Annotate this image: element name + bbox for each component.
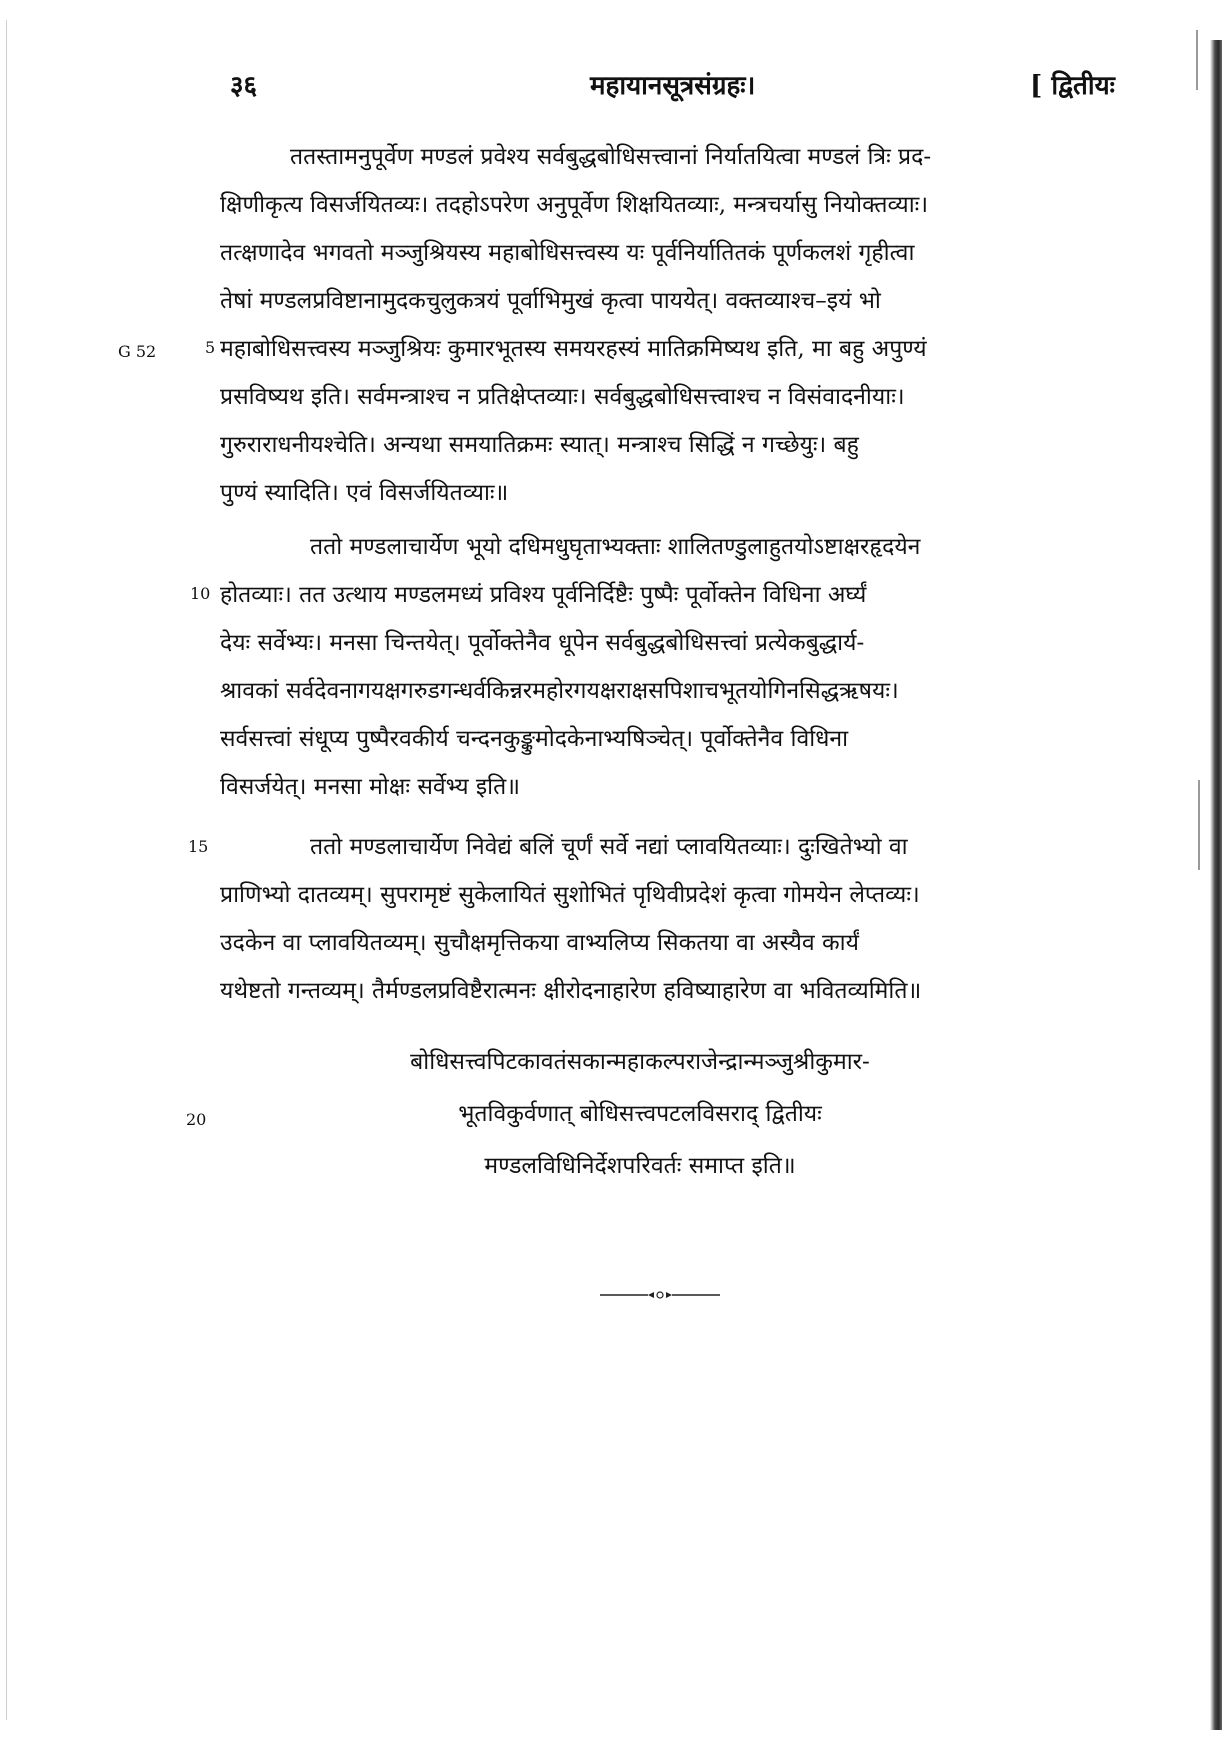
line-number-20: 20	[186, 1110, 207, 1129]
line-number-5: 5	[205, 338, 216, 357]
ornamental-divider	[600, 1290, 720, 1300]
text-line: विसर्जयेत्। मनसा मोक्षः सर्वेभ्य इति॥	[220, 774, 521, 800]
text-line: प्रसविष्यथ इति। सर्वमन्त्राश्च न प्रतिक्षेप्तव्याः। सर्वबुद्धबोधिसत्त्वाश्च न विसंवादनीयाः।	[220, 384, 905, 410]
text-line: ततो मण्डलाचार्येण निवेद्यं बलिं चूर्णं सर्वे नद्यां प्लावयितव्याः। दुःखितेभ्यो वा	[310, 834, 908, 860]
text-line: गुरुराराधनीयश्चेति। अन्यथा समयातिक्रमः स्यात्। मन्त्राश्च सिद्धिं न गच्छेयुः। बहु	[220, 432, 859, 458]
page-edge-left	[6, 20, 7, 1720]
text-line: ततस्तामनुपूर्वेण मण्डलं प्रवेश्य सर्वबुद्धबोधिसत्त्वानां निर्यातयित्वा मण्डलं त्रिः प्रद-	[290, 144, 932, 170]
line-number-15: 15	[188, 837, 209, 856]
text-line: देयः सर्वेभ्यः। मनसा चिन्तयेत्। पूर्वोक्तेनैव धूपेन सर्वबुद्धबोधिसत्त्वां प्रत्येकबुद्धार्य-	[220, 630, 865, 656]
running-title: महायानसूत्रसंग्रहः।	[590, 71, 756, 101]
text-line: तेषां मण्डलप्रविष्टानामुदकचुलुकत्रयं पूर्वाभिमुखं कृत्वा पाययेत्। वक्तव्याश्च–इयं भो	[220, 288, 881, 314]
text-line: श्रावकां सर्वदेवनागयक्षगरुडगन्धर्वकिन्नरमहोरगयक्षराक्षसपिशाचभूतयोगिनसिद्धऋषयः।	[220, 678, 899, 704]
text-line: उदकेन वा प्लावयितव्यम्। सुचौक्षमृत्तिकया वाभ्यलिप्य सिकतया वा अस्यैव कार्यं	[220, 930, 859, 956]
gilgit-ref: G 52	[118, 342, 157, 361]
text-line: क्षिणीकृत्य विसर्जयितव्यः। तदहोऽपरेण अनुपूर्वेण शिक्षयितव्याः, मन्त्रचर्यासु नियोक्तव्याः।	[220, 192, 929, 218]
colophon-line: बोधिसत्त्वपिटकावतंसकान्महाकल्पराजेन्द्रान्मञ्जुश्रीकुमार-	[410, 1049, 870, 1075]
running-section: [ द्वितीयः	[1030, 71, 1115, 101]
text-line: ततो मण्डलाचार्येण भूयो दधिमधुघृताभ्यक्ताः शालितण्डुलाहुतयोऽष्टाक्षरहृदयेन	[310, 534, 921, 560]
colophon-line: भूतविकुर्वणात् बोधिसत्त्वपटलविसराद् द्वितीयः	[458, 1101, 822, 1127]
edge-speck	[1198, 780, 1200, 870]
text-line: पुण्यं स्यादिति। एवं विसर्जयितव्याः॥	[220, 480, 509, 506]
text-line: यथेष्टतो गन्तव्यम्। तैर्मण्डलप्रविष्टैरात्मनः क्षीरोदनाहारेण हविष्याहारेण वा भवितव्यमिति॥	[220, 978, 922, 1004]
page-number: ३६	[230, 71, 258, 101]
colophon-line: मण्डलविधिनिर्देशपरिवर्तः समाप्त इति॥	[484, 1153, 796, 1179]
text-line: सर्वसत्त्वां संधूप्य पुष्पैरवकीर्य चन्दनकुङ्कुमोदकेनाभ्यषिञ्चेत्। पूर्वोक्तेनैव विधिना	[220, 726, 849, 752]
text-line: तत्क्षणादेव भगवतो मञ्जुश्रियस्य महाबोधिसत्त्वस्य यः पूर्वनिर्यातितकं पूर्णकलशं गृहीत्वा	[220, 240, 915, 266]
text-line: होतव्याः। तत उत्थाय मण्डलमध्यं प्रविश्य पूर्वनिर्दिष्टैः पुष्पैः पूर्वोक्तेन विधिना अर्घ्यं	[220, 582, 867, 608]
line-number-10: 10	[190, 584, 211, 603]
binding-shadow-right	[1210, 40, 1222, 1730]
text-line: प्राणिभ्यो दातव्यम्। सुपरामृष्टं सुकेलायितं सुशोभितं पृथिवीप्रदेशं कृत्वा गोमयेन लेप्तव्यः।	[220, 882, 920, 908]
text-line: महाबोधिसत्त्वस्य मञ्जुश्रियः कुमारभूतस्य समयरहस्यं मातिक्रमिष्यथ इति, मा बहु अपुण्यं	[220, 336, 927, 362]
edge-speck	[1196, 30, 1198, 90]
